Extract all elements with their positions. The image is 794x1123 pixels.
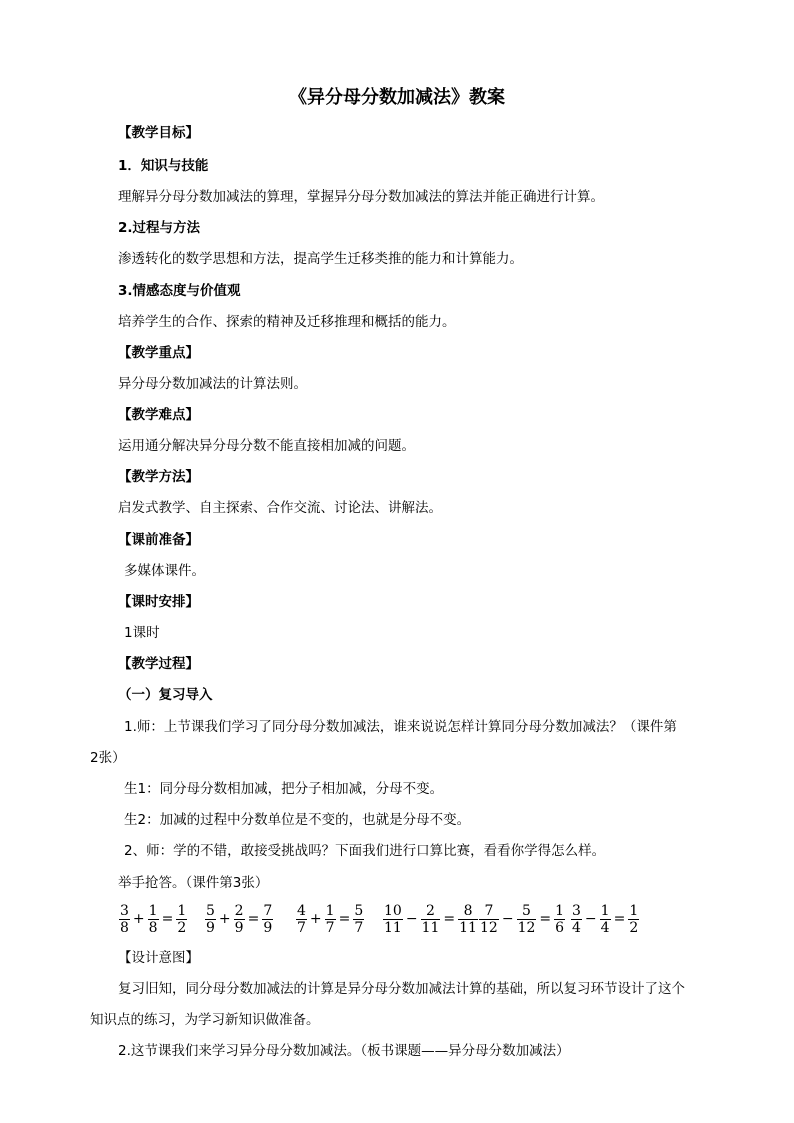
fraction: [148, 903, 159, 936]
denominator: 7: [297, 919, 306, 936]
heading-methods: 【教学方法】: [118, 469, 199, 485]
subheading-process-method: 2.过程与方法: [118, 220, 201, 236]
numerator: 1: [177, 902, 187, 919]
fraction: [554, 903, 565, 936]
heading-difficulties: 【教学难点】: [118, 407, 199, 423]
numerator: 4: [297, 902, 306, 919]
paragraph: 运用通分解决异分母分数不能直接相加减的问题。: [118, 438, 415, 454]
denominator: 11: [421, 919, 440, 936]
paragraph: 多媒体课件。: [124, 563, 205, 579]
fraction: [205, 903, 216, 936]
heading-teaching-goals: 【教学目标】: [118, 125, 199, 141]
paragraph: 2、师：学的不错，敢接受挑战吗？下面我们进行口算比赛，看看你学得怎么样。: [124, 843, 606, 859]
subheading-knowledge-skills: 1．知识与技能: [118, 158, 209, 174]
fraction: [383, 903, 403, 936]
paragraph: 异分母分数加减法的计算法则。: [118, 376, 307, 392]
numerator: 8: [463, 902, 473, 919]
numerator: 2: [234, 902, 244, 919]
denominator: 9: [206, 919, 215, 936]
paragraph: 培养学生的合作、探索的精神及迁移推理和概括的能力。: [118, 314, 456, 330]
fraction: [571, 903, 582, 936]
denominator: 4: [572, 919, 581, 936]
paragraph: 知识点的练习，为学习新知识做准备。: [90, 1012, 320, 1028]
denominator: 6: [555, 919, 565, 936]
numerator: 2: [426, 902, 435, 919]
subheading-attitude-values: 3.情感态度与价值观: [118, 283, 241, 299]
fraction: [262, 903, 273, 936]
denominator: 12: [480, 919, 498, 936]
paragraph: 生1：同分母分数相加减，把分子相加减，分母不变。: [124, 781, 444, 797]
fraction: [421, 903, 441, 936]
operator: −: [405, 911, 418, 927]
paragraph: 2张）: [90, 750, 126, 766]
denominator: 11: [384, 919, 402, 936]
numerator: 1: [629, 902, 639, 919]
numerator: 10: [384, 902, 402, 919]
paragraph: 渗透转化的数学思想和方法，提高学生迁移类推的能力和计算能力。: [118, 251, 523, 267]
equals-sign: =: [161, 911, 174, 927]
paragraph: 生2：加减的过程中分数单位是不变的，也就是分母不变。: [124, 812, 471, 828]
denominator: 2: [177, 919, 187, 936]
paragraph: 复习旧知，同分母分数加减法的计算是异分母分数加减法计算的基础，所以复习环节设计了这个: [118, 981, 685, 997]
operator: −: [501, 911, 514, 927]
equals-sign: =: [338, 911, 351, 927]
heading-key-points: 【教学重点】: [118, 345, 199, 361]
numerator: 7: [484, 902, 494, 919]
operator: +: [132, 911, 145, 927]
fraction-expression: [570, 897, 640, 941]
denominator: 12: [517, 919, 536, 936]
fraction: [234, 903, 245, 936]
numerator: 3: [572, 902, 581, 919]
fraction-expression: [204, 897, 274, 941]
denominator: 9: [263, 919, 273, 936]
paragraph: 举手抢答。（课件第3张）: [118, 875, 269, 891]
denominator: 8: [148, 919, 158, 936]
document-title: 《异分母分数加减法》教案: [289, 87, 505, 108]
fraction: [600, 903, 611, 936]
numerator: 1: [325, 902, 335, 919]
denominator: 2: [629, 919, 639, 936]
denominator: 9: [234, 919, 244, 936]
paragraph: 1.师：上节课我们学习了同分母分数加减法，谁来说说怎样计算同分母分数加减法？（课件第: [124, 719, 677, 735]
fraction: [517, 903, 537, 936]
equals-sign: =: [613, 911, 626, 927]
numerator: 5: [522, 902, 531, 919]
paragraph: 理解异分母分数加减法的算理，掌握异分母分数加减法的算法并能正确进行计算。: [118, 189, 604, 205]
operator: −: [584, 911, 597, 927]
denominator: 11: [459, 919, 477, 936]
equals-sign: =: [539, 911, 552, 927]
paragraph: 2.这节课我们来学习异分母分数加减法。（板书课题——异分母分数加减法）: [118, 1043, 570, 1059]
subheading-review: （一）复习导入: [118, 687, 213, 703]
paragraph: 1课时: [124, 625, 160, 641]
heading-schedule: 【课时安排】: [118, 594, 199, 610]
numerator: 1: [148, 902, 158, 919]
operator: +: [218, 911, 231, 927]
equals-sign: =: [443, 911, 456, 927]
operator: +: [309, 911, 322, 927]
fraction: [325, 903, 336, 936]
fraction-exercise-row: [118, 897, 678, 941]
denominator: 7: [354, 919, 364, 936]
denominator: 7: [325, 919, 335, 936]
numerator: 5: [354, 902, 364, 919]
numerator: 1: [555, 902, 565, 919]
fraction-expression: [382, 897, 479, 941]
numerator: 7: [263, 902, 273, 919]
heading-design-intent: 【设计意图】: [118, 950, 199, 966]
fraction: [628, 903, 639, 936]
fraction-expression: [118, 897, 188, 941]
equals-sign: =: [247, 911, 260, 927]
fraction: [296, 903, 307, 936]
fraction: [176, 903, 187, 936]
fraction: [479, 903, 499, 936]
fraction: [119, 903, 130, 936]
fraction-expression: [478, 897, 566, 941]
fraction-expression: [295, 897, 365, 941]
numerator: 5: [206, 902, 215, 919]
heading-preparation: 【课前准备】: [118, 532, 199, 548]
numerator: 3: [120, 902, 129, 919]
fraction: [353, 903, 364, 936]
denominator: 4: [600, 919, 610, 936]
denominator: 8: [120, 919, 129, 936]
numerator: 1: [600, 902, 610, 919]
fraction: [458, 903, 478, 936]
heading-process: 【教学过程】: [118, 656, 199, 672]
paragraph: 启发式教学、自主探索、合作交流、讨论法、讲解法。: [118, 500, 442, 516]
